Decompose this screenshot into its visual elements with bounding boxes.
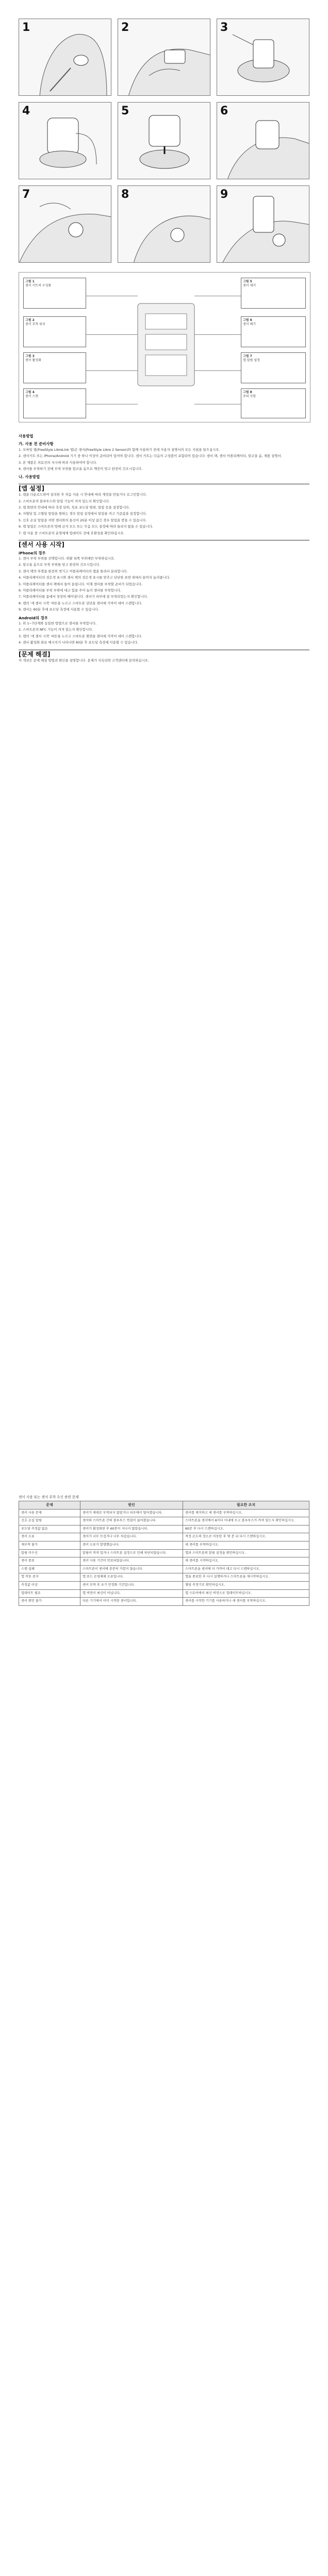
table-cell: 앱과 스마트폰의 알림 설정을 확인하십시오. <box>183 1549 309 1557</box>
table-header-row <box>19 1501 309 1510</box>
table-row <box>19 1557 309 1566</box>
check-sensor-illustration <box>118 186 210 263</box>
list-item: 3. 앱 화면의 안내에 따라 측정 단위, 목표 포도당 범위, 알림 등을 설정합니다. <box>19 505 130 510</box>
list-item: 4. 센서 활성화 완료 메시지가 나타나면 60분 후 포도당 측정에 사용할 수 있습니다. <box>19 640 139 645</box>
table-cell: 센서 확인 불가 <box>19 1598 80 1606</box>
table-cell: 새 센서를 시작하십시오. <box>183 1557 309 1566</box>
subsection-heading: 나. 사용방법 <box>19 474 40 480</box>
list-item: 9. 센서는 60분 후에 포도당 측정에 사용할 수 있습니다. <box>19 607 99 612</box>
diagram-leader-line <box>194 334 241 335</box>
illustration-panel: 7 <box>19 185 111 263</box>
column-header: 원인 <box>80 1501 183 1510</box>
table-row <box>19 1581 309 1589</box>
list-item: 4. 센서를 부착하기 전에 부착 부위를 알코올 솜으로 깨끗이 닦고 완전히 건조시킵니다. <box>19 467 143 471</box>
list-item: 7. 어플리케이터를 몸에서 천천히 떼어냅니다. 센서가 피부에 잘 부착되었는지 확인합니다. <box>19 595 148 599</box>
diagram-callout: 그림 7 앱 알림 설정 <box>241 352 306 383</box>
list-item: 1. 앱을 다운로드하여 설치한 후 처음 사용 시 안내에 따라 계정을 만들거나 로그인합니다. <box>19 493 147 497</box>
list-item: 2. 스마트폰의 블루투스와 알림 기능이 켜져 있는지 확인합니다. <box>19 499 110 503</box>
table-cell: 적정 온도의 장소로 이동한 후 몇 분 뒤 다시 스캔하십시오. <box>183 1533 309 1541</box>
list-item: 6. 어플리케이터를 부착 부위에 대고 힘을 주어 눌러 센서를 부착합니다. <box>19 588 122 592</box>
scan-phone-illustration <box>217 186 309 263</box>
table-cell: 재부착 불가 <box>19 1541 80 1549</box>
list-item: 3. 앱의 '새 센서 시작' 버튼을 누르고 스마트폰 뒷면을 센서에 가까이 대어 스캔합니다. <box>19 634 142 638</box>
table-row <box>19 1525 309 1533</box>
section-heading: [센서 사용 시작] <box>19 540 309 547</box>
troubleshooting-table <box>19 1501 309 1606</box>
table-cell: 센서 부착 후 초기 안정화 기간입니다. <box>80 1581 183 1589</box>
table-cell: 센서가 너무 뜨겁거나 너무 차갑습니다. <box>80 1533 183 1541</box>
diagram-callout: 그림 8 주의 사항 <box>241 388 306 418</box>
table-row <box>19 1565 309 1573</box>
table-cell: 스마트폰이 센서에 충분히 가깝지 않습니다. <box>80 1565 183 1573</box>
diagram-callout: 그림 5 센서 제거 <box>241 278 306 309</box>
list-item: 3. 센서 팩의 뚜껑을 완전히 벗기고 어플리케이터의 캡을 돌려서 분리합니다. <box>19 569 128 573</box>
diagram-leader-line <box>86 370 138 371</box>
table-row <box>19 1509 309 1517</box>
table-cell: 센서가 활성화된 후 60분이 지나지 않았습니다. <box>80 1525 183 1533</box>
list-item: 1. 센서 부착 부위를 선택합니다. 위팔 뒤쪽 부위에만 부착하십시오. <box>19 556 115 561</box>
subsection-heading: iPhone의 경우 <box>19 550 46 555</box>
illustration-panel: 5 <box>118 102 210 179</box>
illustration-panel: 1 <box>19 19 111 96</box>
table-row <box>19 1573 309 1582</box>
table-cell: 혈당 측정기로 확인하십시오. <box>183 1581 309 1589</box>
table-cell: 센서를 제거하고 새 센서를 부착하십시오. <box>183 1509 309 1517</box>
table-caption: 센서 사용 또는 센서 부착 수신 관련 문제 <box>19 1495 79 1499</box>
table-cell: 앱을 종료한 후 다시 실행하거나 스마트폰을 재시작하십시오. <box>183 1573 309 1582</box>
table-row <box>19 1598 309 1606</box>
table-cell: 센서 사용 문제 <box>19 1509 80 1517</box>
table-cell: 알림이 꺼져 있거나 스마트폰 설정으로 인해 차단되었습니다. <box>80 1549 183 1557</box>
section-heading: [문제 해결] <box>19 650 309 657</box>
list-item: 6. 앱 알림은 스마트폰의 방해 금지 모드 또는 무음 모드 설정에 따라 들리지 않을 수 있습니다. <box>19 524 153 529</box>
illustration-panel: 6 <box>217 102 309 179</box>
table-cell: 업데이트 필요 <box>19 1589 80 1598</box>
list-item: 4. 어플리케이터의 검은색 표시와 센서 팩의 검은색 표시를 맞추고 단단한 표면 위에서 끝까지 눌러줍니다. <box>19 575 170 580</box>
diagram-callout: 그림 3 센서 활성화 <box>23 352 86 383</box>
table-cell: 새 센서를 부착하십시오. <box>183 1541 309 1549</box>
list-item: 5. 어플리케이터를 센서 팩에서 들어 올립니다. 이제 센서를 부착할 준비가 되었습니다. <box>19 582 143 586</box>
table-cell: 앱 스토어에서 최신 버전으로 업데이트하십시오. <box>183 1589 309 1598</box>
sensor-pack-illustration <box>217 19 309 96</box>
table-row <box>19 1549 309 1557</box>
list-item: 5. 신호 손실 알림을 켜면 센서와의 통신이 20분 이상 끊긴 경우 알림을 받을 수 있습니다. <box>19 518 147 522</box>
table-row <box>19 1541 309 1549</box>
subsection-heading: Android의 경우 <box>19 615 48 620</box>
subsection-heading: 가. 사용 전 준비사항 <box>19 442 54 447</box>
table-cell: 센서가 제대로 부착되지 않았거나 피부에서 떨어졌습니다. <box>80 1509 183 1517</box>
list-item: 2. 알코올 솜으로 부착 부위를 닦고 완전히 건조시킵니다. <box>19 563 101 567</box>
illustration-panel: 2 <box>118 19 210 96</box>
list-item: 3. 본 제품은 의료진의 지시에 따라 사용하여야 합니다. <box>19 460 97 465</box>
table-cell: 포도당 측정값 없음 <box>19 1525 80 1533</box>
arm-site-illustration <box>19 19 111 96</box>
illustration-grid <box>19 19 309 269</box>
table-row <box>19 1589 309 1598</box>
diagram-callout: 그림 4 센서 스캔 <box>23 388 86 418</box>
table-cell: 센서 종료 <box>19 1557 80 1566</box>
table-cell: 앱 버전이 최신이 아닙니다. <box>80 1589 183 1598</box>
diagram-leader-line <box>86 334 138 335</box>
table-cell: 앱 작동 중지 <box>19 1573 80 1582</box>
table-row <box>19 1533 309 1541</box>
table-cell: 스마트폰을 센서에 더 가까이 대고 다시 스캔하십시오. <box>183 1565 309 1573</box>
illustration-panel: 8 <box>118 185 210 263</box>
illustration-panel: 3 <box>217 19 309 96</box>
list-item: 2. 스마트폰의 NFC 기능이 켜져 있는지 확인합니다. <box>19 628 93 632</box>
diagram-callout: 그림 1 센서 키트의 구성품 <box>23 278 86 309</box>
table-cell: 센서 사용 기간이 만료되었습니다. <box>80 1557 183 1566</box>
troubleshooting-section <box>19 1494 309 1606</box>
section-heading: 사용방법 <box>19 434 34 438</box>
list-item: 7. 앱 사용 중 스마트폰의 운영체제 업데이트 전에 호환성을 확인하십시오. <box>19 531 125 535</box>
table-cell: 센서와 스마트폰 간의 블루투스 연결이 끊어졌습니다. <box>80 1517 183 1526</box>
table-cell: 센서 오류가 발생했습니다. <box>80 1541 183 1549</box>
list-item: 4. 저혈당 및 고혈당 알림을 원하는 경우 알림 설정에서 알림을 켜고 기준값을 설정합니다. <box>19 512 147 516</box>
table-cell: 앱 또는 운영체제 오류입니다. <box>80 1573 183 1582</box>
table-cell: 스마트폰을 센서에서 6미터 이내에 두고 블루투스가 켜져 있는지 확인하십시오. <box>183 1517 309 1526</box>
table-cell: 센서를 시작한 기기를 사용하거나 새 센서를 부착하십시오. <box>183 1598 309 1606</box>
table-cell: 측정값 이상 <box>19 1581 80 1589</box>
table-cell: 60분 후 다시 스캔하십시오. <box>183 1525 309 1533</box>
label-diagram <box>19 272 310 422</box>
table-cell: 다른 기기에서 이미 시작된 센서입니다. <box>80 1598 183 1606</box>
list-item: 1. 모바일 앱(FreeStyle LibreLink 앱)은 센서(FreeStyle Libre 2 Sensor)와 함께 사용하기 전에 사용자 설명서의 모든 지침을 읽으십시오. <box>19 447 220 452</box>
list-item: 2. 센서키트 또는 iPhone/Android 기기 중 하나 이상이 준비되어 있어야 합니다. 센서 키트는 다음의 구성품이 포함되어 있습니다: 센서 팩, 센서 어플리케이터, 알코올 솜, 제품 설명서. <box>19 454 282 459</box>
attach-sensor-illustration <box>19 186 111 263</box>
table-cell: 센서 오류 <box>19 1533 80 1541</box>
column-header: 필요한 조치 <box>183 1501 309 1510</box>
diagram-callout: 그림 2 센서 부착 위치 <box>23 316 86 347</box>
table-cell: 신호 손실 알림 <box>19 1517 80 1526</box>
align-marks-illustration <box>118 103 210 179</box>
column-header: 문제 <box>19 1501 80 1510</box>
illustration-panel: 4 <box>19 102 111 179</box>
press-applicator-illustration <box>217 103 309 179</box>
table-row <box>19 1517 309 1526</box>
table-cell: 알림 미수신 <box>19 1549 80 1557</box>
diagram-leader-line <box>194 370 241 371</box>
illustration-panel: 9 <box>217 185 309 263</box>
diagram-callout: 그림 6 센서 폐기 <box>241 316 306 347</box>
list-item: 8. 앱의 '새 센서 시작' 버튼을 누르고 스마트폰 상단을 센서에 가까이 대어 스캔합니다. <box>19 601 142 605</box>
list-item: 1. 위 1~7단계와 동일한 방법으로 센서를 부착합니다. <box>19 621 97 625</box>
applicator-illustration <box>19 103 111 179</box>
alcohol-swab-illustration <box>118 19 210 96</box>
section-heading: [앱 설정] <box>19 484 309 491</box>
table-cell: 스캔 실패 <box>19 1565 80 1573</box>
instructions-text <box>19 431 309 665</box>
paragraph: 이 섹션은 문제 해결 방법과 원인을 설명합니다. 문제가 지속되면 고객센터에 문의하십시오. <box>19 658 149 663</box>
